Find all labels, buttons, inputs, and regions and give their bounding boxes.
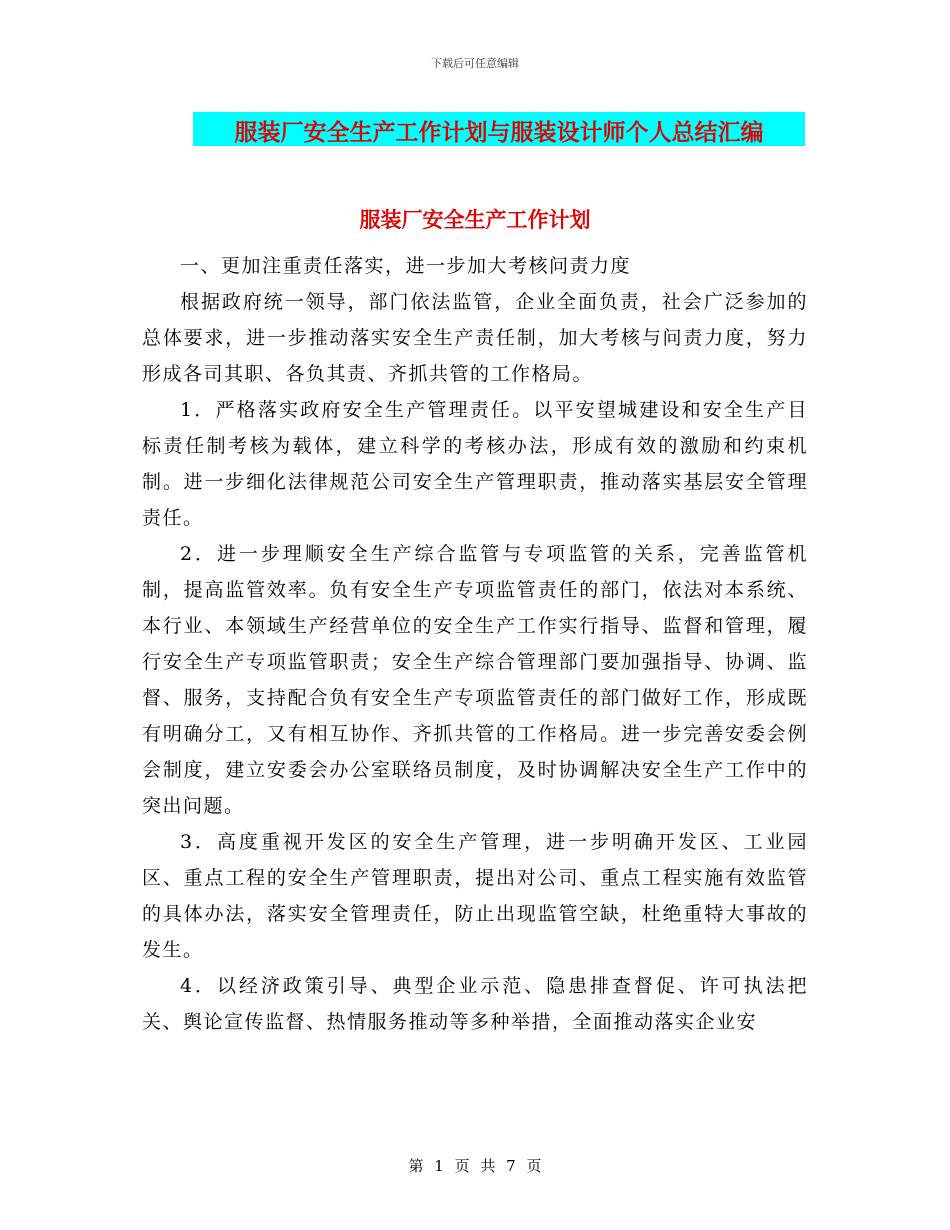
section-title: 服装厂安全生产工作计划 <box>359 207 591 232</box>
paragraph: 4．以经济政策引导、典型企业示范、隐患排查督促、许可执法把关、舆论宣传监督、热情服务推动等多种举措，全面推动落实企业安 <box>142 975 808 1033</box>
paragraph: 3．高度重视开发区的安全生产管理，进一步明确开发区、工业园区、重点工程的安全生产管理职责，提出对公司、重点工程实施有效监管的具体办法，落实安全管理责任，防止出现监管空缺，杜绝重特大事故的发生。 <box>142 831 808 961</box>
paragraph: 2．进一步理顺安全生产综合监管与专项监管的关系，完善监管机制，提高监管效率。负有安全生产专项监管责任的部门，依法对本系统、本行业、本领域生产经营单位的安全生产工作实行指导、监督和管理，履行安全生产专项监管职责；安全生产综合管理部门要加强指导、协调、监督、服务，支持配合负有安全生产专项监管责任的部门做好工作，形成既有明确分工，又有相互协作、齐抓共管的工作格局。进一步完善安委会例会制度，建立安委会办公室联络员制度，及时协调解决安全生产工作中的突出问题。 <box>142 543 808 817</box>
paragraph: 根据政府统一领导，部门依法监管，企业全面负责，社会广泛参加的总体要求，进一步推动落实安全生产责任制，加大考核与问责力度，努力形成各司其职、各负其责、齐抓共管的工作格局。 <box>142 291 808 385</box>
paragraph: 1．严格落实政府安全生产管理责任。以平安望城建设和安全生产目标责任制考核为载体，建立科学的考核办法，形成有效的激励和约束机制。进一步细化法律规范公司安全生产管理职责，推动落实基层安全管理责任。 <box>142 399 808 529</box>
page-footer: 第 1 页 共 7 页 <box>408 1157 542 1175</box>
document-title: 服装厂安全生产工作计划与服装设计师个人总结汇编 <box>234 119 764 146</box>
paragraph: 一、更加注重责任落实，进一步加大考核问责力度 <box>180 255 632 277</box>
header-note: 下载后可任意编辑 <box>431 57 519 70</box>
document-body <box>142 248 808 1040</box>
